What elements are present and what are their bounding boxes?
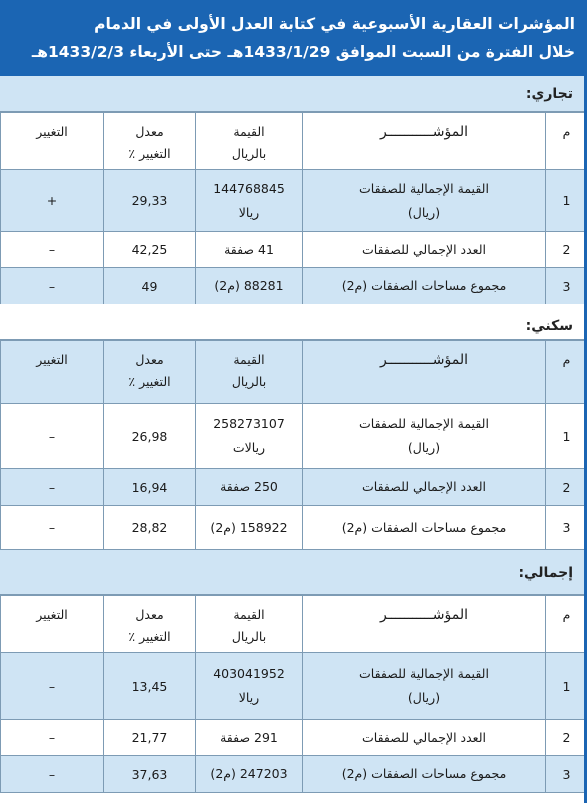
row-indicator [303, 653, 546, 720]
row-rate: 29,33 [104, 170, 196, 232]
row-rate: 16,94 [104, 469, 196, 506]
row-number: 1 [546, 404, 587, 469]
row-value: 158922 (م2) [196, 506, 303, 550]
header-row [1, 341, 587, 404]
row-change: – [1, 404, 104, 469]
section-label-total: إجمالي: [0, 550, 587, 595]
value-line2: ريالا [238, 690, 260, 705]
table-total [0, 595, 587, 793]
header-row [1, 113, 587, 170]
row-number: 3 [546, 756, 587, 793]
table-residential [0, 340, 587, 550]
header-indicator: المؤشـــــــــــر [303, 113, 546, 170]
header-rate-line1: معدل [135, 607, 164, 622]
header-change: التغيير [1, 596, 104, 653]
row-indicator: العدد الإجمالي للصفقات [303, 232, 546, 268]
header-value-line2: بالريال [231, 629, 267, 644]
row-value: 88281 (م2) [196, 268, 303, 305]
value-line1: 403041952 [213, 666, 285, 681]
header-rate [104, 341, 196, 404]
indicator-line1: القيمة الإجمالية للصفقات [359, 666, 489, 681]
value-line2: ريالا [238, 204, 260, 220]
header-value [196, 341, 303, 404]
header-row [1, 596, 587, 653]
row-number: 3 [546, 506, 587, 550]
header-value-line1: القيمة [233, 607, 265, 622]
row-rate: 21,77 [104, 720, 196, 756]
row-value [196, 170, 303, 232]
row-change: + [1, 170, 104, 232]
row-indicator: مجموع مساحات الصفقات (م2) [303, 506, 546, 550]
row-change: – [1, 469, 104, 506]
row-number: 3 [546, 268, 587, 305]
header-value [196, 113, 303, 170]
section-label-residential: سكني: [0, 304, 587, 340]
row-value [196, 404, 303, 469]
row-indicator [303, 170, 546, 232]
table-row [1, 268, 587, 305]
row-change: – [1, 232, 104, 268]
table-row [1, 404, 587, 469]
row-change: – [1, 268, 104, 305]
header-change: التغيير [1, 113, 104, 170]
row-rate: 42,25 [104, 232, 196, 268]
row-rate: 37,63 [104, 756, 196, 793]
section-label-commercial: تجاري: [0, 76, 587, 112]
table-commercial [0, 112, 587, 305]
table-row [1, 653, 587, 720]
header-rate-line2: التغيير ٪ [128, 374, 171, 389]
table-row [1, 756, 587, 793]
value-line1: 258273107 [213, 416, 285, 431]
header-value-line1: القيمة [233, 124, 265, 139]
indicator-line2: (ريال) [407, 204, 441, 220]
table-row [1, 506, 587, 550]
header-number: م [546, 596, 587, 653]
indicator-line2: (ريال) [407, 440, 441, 455]
indicator-line1: القيمة الإجمالية للصفقات [359, 416, 489, 431]
header-value-line1: القيمة [233, 352, 265, 367]
header-number: م [546, 113, 587, 170]
row-change: – [1, 653, 104, 720]
row-rate: 13,45 [104, 653, 196, 720]
header-value [196, 596, 303, 653]
row-number: 2 [546, 469, 587, 506]
header-indicator: المؤشـــــــــــر [303, 596, 546, 653]
header-change: التغيير [1, 341, 104, 404]
row-number: 2 [546, 720, 587, 756]
row-indicator: مجموع مساحات الصفقات (م2) [303, 756, 546, 793]
header-rate [104, 596, 196, 653]
title-line-1: المؤشرات العقارية الأسبوعية في كتابة العدل الأولى في الدمام [94, 15, 575, 33]
indicator-line2: (ريال) [407, 690, 441, 705]
row-value [196, 653, 303, 720]
header-indicator: المؤشـــــــــــر [303, 341, 546, 404]
row-rate: 26,98 [104, 404, 196, 469]
row-indicator: العدد الإجمالي للصفقات [303, 469, 546, 506]
table-row [1, 170, 587, 232]
row-rate: 28,82 [104, 506, 196, 550]
indicator-line1: القيمة الإجمالية للصفقات [359, 180, 489, 196]
header-rate [104, 113, 196, 170]
row-rate: 49 [104, 268, 196, 305]
row-indicator: العدد الإجمالي للصفقات [303, 720, 546, 756]
header-number: م [546, 341, 587, 404]
row-number: 2 [546, 232, 587, 268]
value-line1: 144768845 [213, 180, 285, 196]
header-rate-line2: التغيير ٪ [128, 629, 171, 644]
table-row [1, 469, 587, 506]
table-row [1, 720, 587, 756]
row-change: – [1, 720, 104, 756]
header-value-line2: بالريال [231, 146, 267, 161]
value-line2: ريالات [232, 440, 266, 455]
table-row [1, 232, 587, 268]
row-indicator: مجموع مساحات الصفقات (م2) [303, 268, 546, 305]
title-line-2: خلال الفترة من السبت الموافق 1433/1/29هـ حتى الأربعاء 1433/2/3هـ [31, 43, 575, 61]
header-rate-line2: التغيير ٪ [128, 146, 171, 161]
header-rate-line1: معدل [135, 124, 164, 139]
row-value: 41 صفقة [196, 232, 303, 268]
row-value: 247203 (م2) [196, 756, 303, 793]
row-value: 250 صفقة [196, 469, 303, 506]
row-number: 1 [546, 653, 587, 720]
row-number: 1 [546, 170, 587, 232]
header-value-line2: بالريال [231, 374, 267, 389]
title-banner [0, 0, 587, 76]
row-indicator [303, 404, 546, 469]
row-value: 291 صفقة [196, 720, 303, 756]
row-change: – [1, 506, 104, 550]
row-change: – [1, 756, 104, 793]
header-rate-line1: معدل [135, 352, 164, 367]
